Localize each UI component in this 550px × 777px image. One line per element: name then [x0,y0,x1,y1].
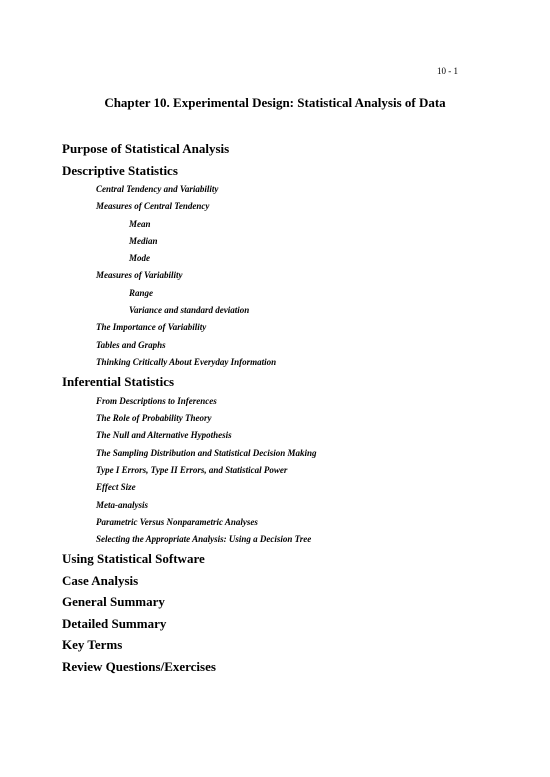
toc-heading-review-questions: Review Questions/Exercises [62,658,216,674]
toc-heading-detailed-summary: Detailed Summary [62,615,167,631]
table-of-contents [62,138,502,677]
toc-heading-purpose: Purpose of Statistical Analysis [62,141,230,156]
toc-subheading: Tables and Graphs [96,339,166,350]
toc-subheading: Meta-analysis [96,499,149,510]
toc-subsubheading: Range [129,287,154,298]
toc-subheading: From Descriptions to Inferences [96,395,217,406]
toc-heading-general-summary: General Summary [62,594,165,610]
toc-heading-inferential-statistics: Inferential Statistics [62,374,175,390]
toc-subheading: Type I Errors, Type II Errors, and Statistical Power [96,464,288,475]
toc-heading-descriptive-statistics: Descriptive Statistics [62,162,178,178]
toc-subheading: Selecting the Appropriate Analysis: Using a Decision Tree [96,534,312,545]
toc-subsubheading: Mode [129,253,150,264]
toc-subheading: The Importance of Variability [96,322,207,333]
toc-heading-case-analysis: Case Analysis [62,572,139,588]
toc-subheading: Measures of Central Tendency [96,201,210,212]
toc-subheading: The Null and Alternative Hypothesis [96,430,232,441]
toc-subsubheading: Variance and standard deviation [129,305,250,316]
toc-subheading: Central Tendency and Variability [96,184,219,194]
toc-subheading: The Role of Probability Theory [96,413,212,424]
toc-subsubheading: Mean [129,218,151,229]
chapter-title: Chapter 10. Experimental Design: Statistical Analysis of Data [104,95,446,110]
toc-subheading: Measures of Variability [96,270,183,281]
toc-heading-key-terms: Key Terms [62,637,123,653]
toc-subheading: Thinking Critically About Everyday Information [96,356,277,367]
toc-subheading: The Sampling Distribution and Statistical Decision Making [96,447,317,458]
toc-subsubheading: Median [129,235,158,246]
toc-subheading: Effect Size [96,482,136,493]
page-number: 10 - 1 [437,66,458,76]
toc-subheading: Parametric Versus Nonparametric Analyses [96,516,258,527]
toc-heading-statistical-software: Using Statistical Software [62,551,205,567]
